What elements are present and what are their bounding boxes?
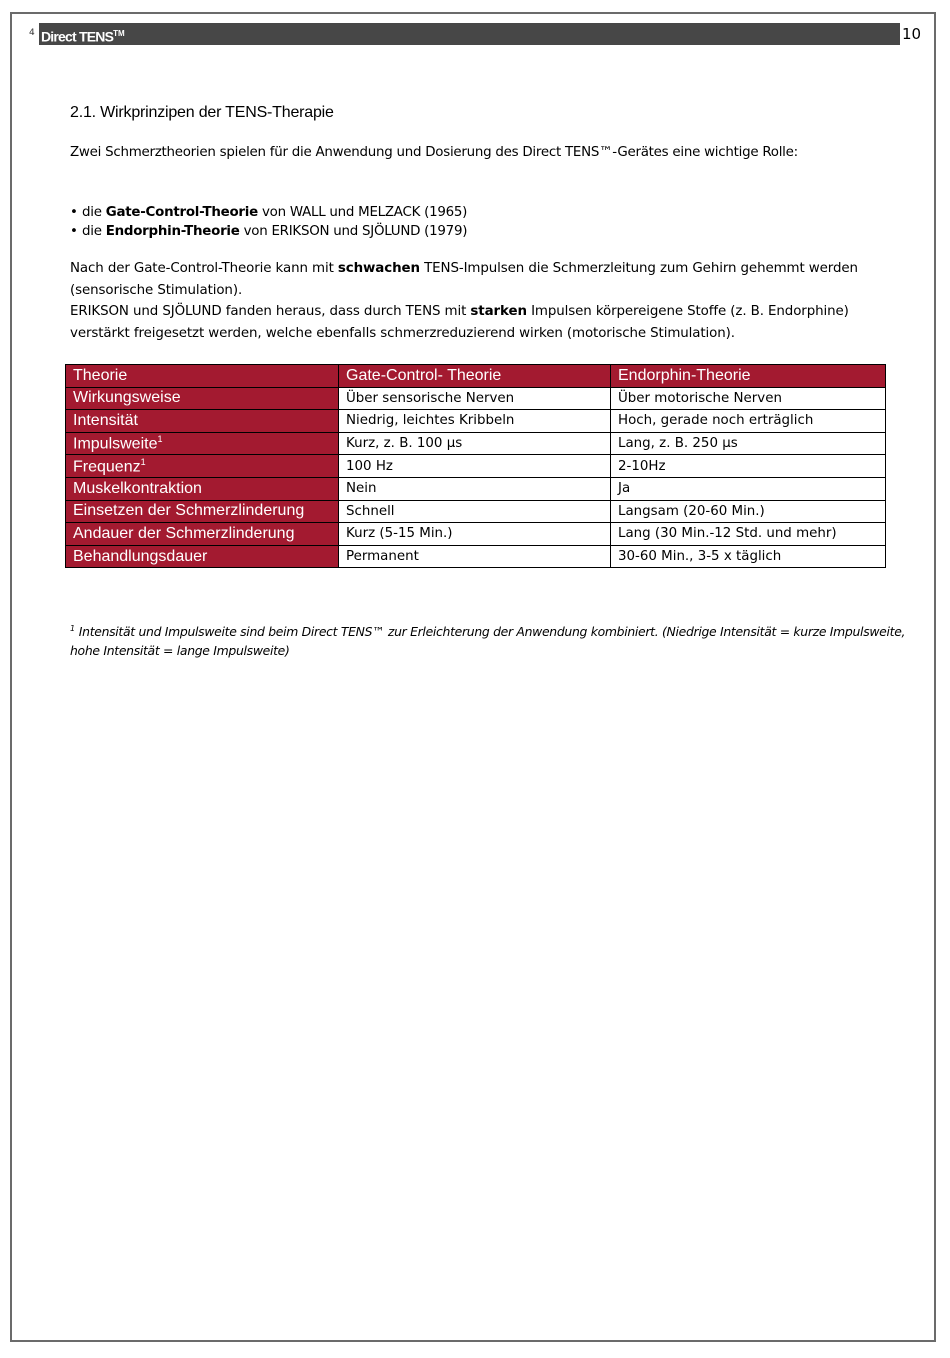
theory-list: [70, 203, 467, 241]
endorphin-cell: Ja: [611, 477, 886, 500]
row-label-text: Frequenz: [73, 457, 141, 475]
list-item-suffix: von ERIKSON und SJÖLUND (1979): [239, 224, 468, 239]
list-item: [70, 222, 467, 241]
row-label-text: Andauer der Schmerzlinderung: [73, 524, 295, 542]
bullet-icon: •: [70, 224, 78, 239]
section-title: 2.1. Wirkprinzipen der TENS-Therapie: [70, 104, 334, 121]
footnote-marker: 1: [140, 456, 146, 467]
row-label: [66, 432, 339, 455]
brand-trademark: TM: [113, 29, 125, 38]
row-label: [66, 500, 339, 523]
gate-control-cell: Niedrig, leichtes Kribbeln: [339, 410, 611, 433]
row-label-text: Muskelkontraktion: [73, 479, 202, 497]
column-header: Endorphin-Theorie: [611, 365, 886, 388]
theory-comparison-table: [65, 364, 886, 568]
list-item: [70, 203, 467, 222]
gate-control-cell: Über sensorische Nerven: [339, 387, 611, 410]
list-item-prefix: die: [82, 205, 106, 220]
list-item-term: Endorphin-Theorie: [105, 224, 240, 239]
intro-text: Zwei Schmerztheorien spielen für die Anwendung und Dosierung des Direct TENS™-Gerätes eine wichtige Rolle:: [70, 145, 798, 160]
header-bar: [39, 23, 900, 45]
list-item-prefix: die: [82, 224, 106, 239]
endorphin-cell: 30-60 Min., 3-5 x täglich: [611, 545, 886, 568]
endorphin-cell: Hoch, gerade noch erträglich: [611, 410, 886, 433]
table-header-row: [66, 365, 886, 388]
row-label: [66, 410, 339, 433]
row-label-text: Einsetzen der Schmerzlinderung: [73, 502, 305, 520]
footnote-text: Intensität und Impulsweite sind beim Direct TENS™ zur Erleichterung der Anwendung kombiniert. (Niedrige Intensität = kurze Impulsweite, hohe Intensität = lange Impulsweite): [70, 624, 906, 659]
paragraph-text: TENS-Impulsen die Schmerzleitung zum Gehirn gehemmt werden (sensorische Stimulation).: [70, 261, 858, 298]
table-row: [66, 477, 886, 500]
row-label-text: Impulsweite: [73, 435, 158, 453]
gate-control-cell: Permanent: [339, 545, 611, 568]
gate-control-cell: Kurz, z. B. 100 µs: [339, 432, 611, 455]
bullet-icon: •: [70, 205, 78, 220]
paragraph-text: ERIKSON und SJÖLUND fanden heraus, dass durch TENS mit: [70, 304, 471, 319]
endorphin-cell: Langsam (20-60 Min.): [611, 500, 886, 523]
list-item-suffix: von WALL und MELZACK (1965): [257, 205, 468, 220]
paragraph-text: Impulsen körpereigene Stoffe (z. B. Endorphine) verstärkt freigesetzt werden, welche ebenfalls schmerzreduzierend wirken (motorische Stimulation).: [70, 304, 849, 341]
page-number: 10: [902, 25, 922, 43]
header-mark: 4: [29, 28, 35, 38]
gate-control-cell: Nein: [339, 477, 611, 500]
gate-control-cell: Schnell: [339, 500, 611, 523]
column-header: Gate-Control- Theorie: [339, 365, 611, 388]
table-row: [66, 500, 886, 523]
table-row: [66, 410, 886, 433]
row-label-text: Wirkungsweise: [73, 389, 181, 407]
endorphin-cell: 2-10Hz: [611, 455, 886, 478]
gate-control-cell: Kurz (5-15 Min.): [339, 523, 611, 546]
endorphin-cell: Lang (30 Min.-12 Std. und mehr): [611, 523, 886, 546]
table-row: [66, 523, 886, 546]
row-label: [66, 523, 339, 546]
table-row: [66, 387, 886, 410]
footnote-marker: 1: [157, 433, 163, 444]
table-row: [66, 432, 886, 455]
endorphin-cell: Über motorische Nerven: [611, 387, 886, 410]
row-label: [66, 455, 339, 478]
paragraph-emphasis: schwachen: [337, 261, 420, 276]
brand-name: Direct TENS: [41, 28, 114, 45]
gate-control-cell: 100 Hz: [339, 455, 611, 478]
column-header: Theorie: [66, 365, 339, 388]
endorphin-cell: Lang, z. B. 250 µs: [611, 432, 886, 455]
row-label: [66, 545, 339, 568]
row-label: [66, 477, 339, 500]
row-label-text: Behandlungsdauer: [73, 547, 208, 565]
footnote: [70, 619, 920, 660]
body-paragraph: [70, 258, 910, 344]
list-item-term: Gate-Control-Theorie: [105, 205, 258, 220]
paragraph-text: Nach der Gate-Control-Theorie kann mit: [70, 261, 338, 276]
table-row: [66, 545, 886, 568]
row-label-text: Intensität: [73, 411, 138, 429]
row-label: [66, 387, 339, 410]
footnote-marker: 1: [70, 624, 75, 633]
paragraph-emphasis: starken: [470, 304, 527, 319]
table-row: [66, 455, 886, 478]
